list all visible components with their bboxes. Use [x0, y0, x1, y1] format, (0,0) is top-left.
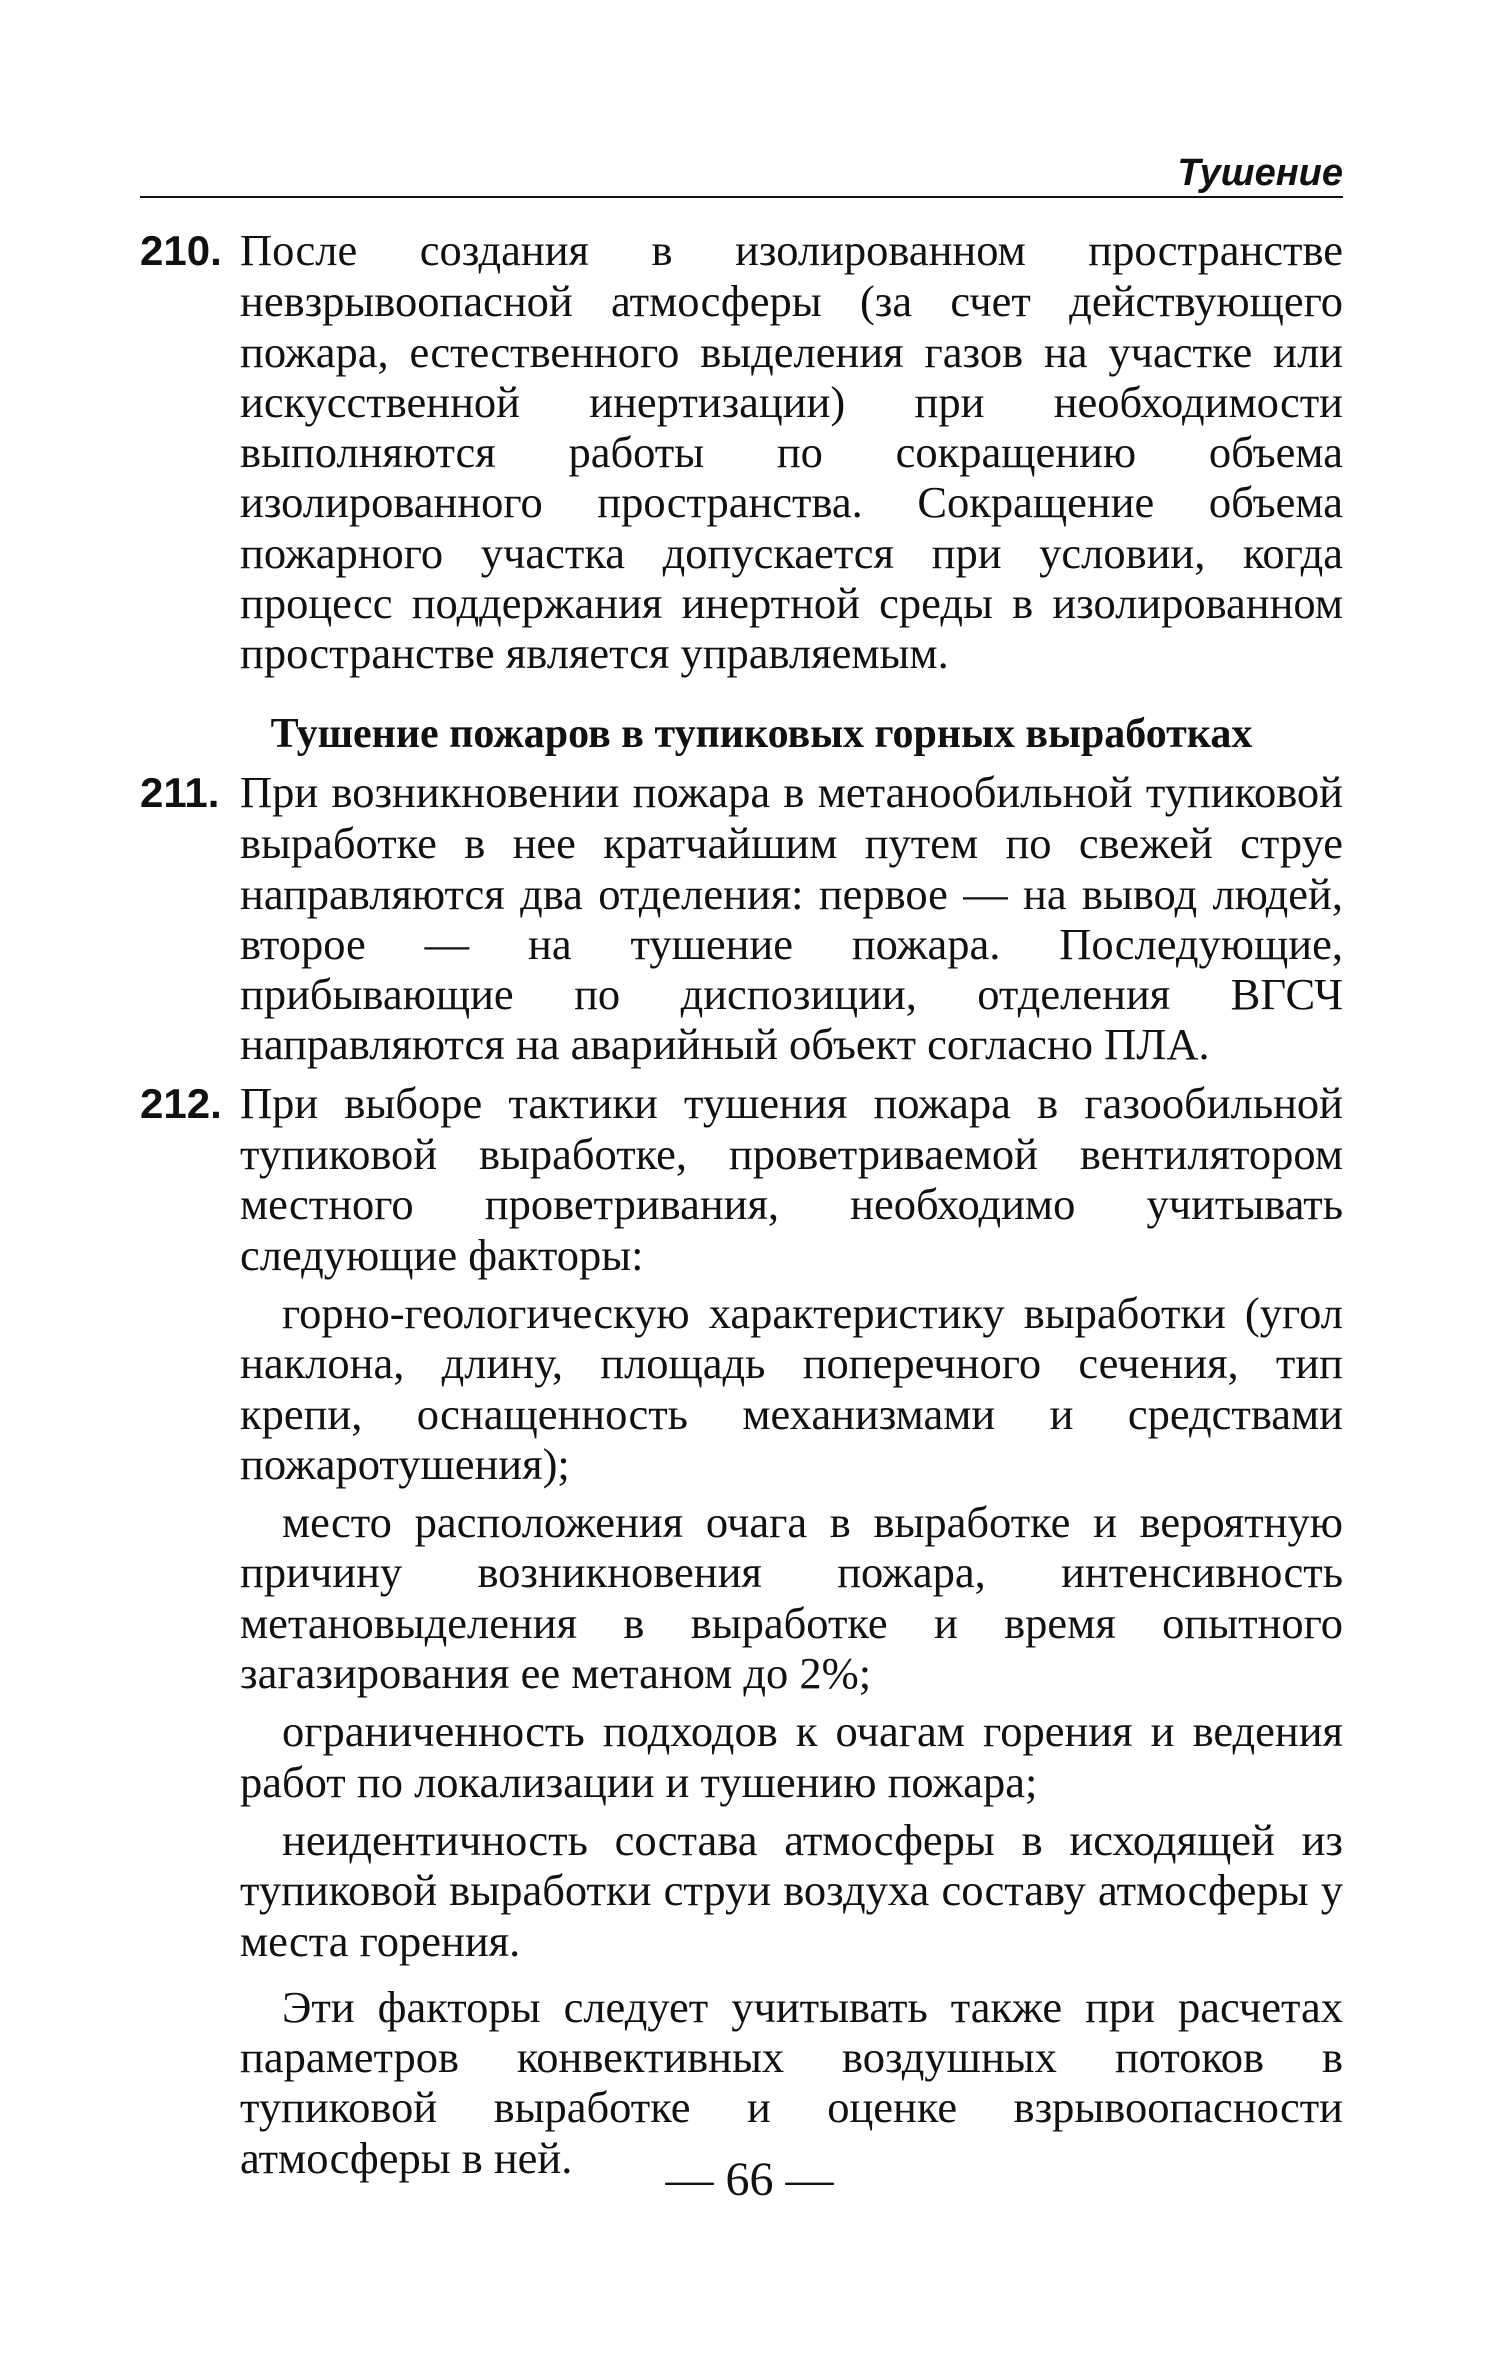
page-number: — 66 —: [665, 2153, 834, 2206]
paragraph-211: [140, 767, 1343, 1070]
paragraph-number-211: 211.: [140, 768, 220, 816]
running-header-title: Тушение: [1177, 152, 1343, 194]
paragraph-number-210: 210.: [140, 227, 222, 274]
header-rule: [140, 196, 1343, 198]
paragraph-210: [140, 225, 1343, 679]
paragraph-212-text: При выборе тактики тушения пожара в газообильной тупиковой выработке, проветриваемой вентилятором местного проветривания, необходимо учитывать следующие факторы:: [240, 1077, 1343, 1280]
closing-paragraph: Эти факторы следует учитывать также при расчетах параметров конвективных воздушных потоков в тупиковой выработке и оценке взрывоопасности атмосферы в ней.: [240, 1981, 1343, 2183]
factor-item-3: ограниченность подходов к очагам горения и ведения работ по локализации и тушению пожара;: [240, 1706, 1343, 1807]
factor-item-4: неидентичность состава атмосферы в исходящей из тупиковой выработки струи воздуха составу атмосферы у места горения.: [240, 1814, 1343, 1966]
section-heading: Тушение пожаров в тупиковых горных выработках: [270, 710, 1253, 757]
paragraph-number-212: 212.: [140, 1079, 222, 1127]
factor-item-1: горно-геологическую характеристику выработки (угол наклона, длину, площадь поперечного сечения, тип крепи, оснащенность механизмами и средствами пожаротушения);: [240, 1287, 1343, 1489]
paragraph-212: [140, 1078, 1343, 1280]
page-body: [140, 225, 1343, 2183]
paragraph-211-text: При возникновении пожара в метанообильной тупиковой выработке в нее кратчайшим путем по свежей струе направляются два отделения: первое — на вывод людей, второе — на тушение пожара. Последующие, прибывающие по диспозиции, отделения ВГСЧ направляются на аварийный объект согласно ПЛА.: [240, 766, 1343, 1070]
factor-item-2: место расположения очага в выработке и вероятную причину возникновения пожара, интенсивность метановыделения в выработке и время опытного загазирования ее метаном до 2%;: [240, 1497, 1343, 1699]
paragraph-210-text: После создания в изолированном пространстве невзрывоопасной атмосферы (за счет действующего пожара, естественного выделения газов на участке или искусственной инертизации) при необходимости выполняются работы по сокращению объема изолированного пространства. Сокращение объема пожарного участка допускается при условии, когда процесс поддержания инертной среды в изолированном пространстве является управляемым.: [240, 225, 1343, 679]
